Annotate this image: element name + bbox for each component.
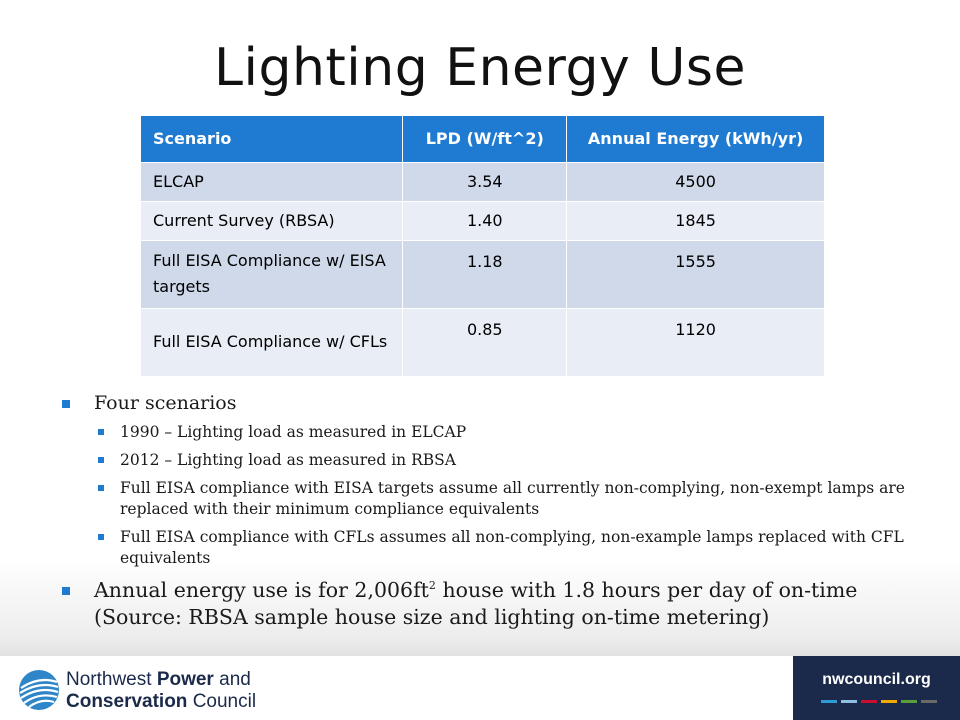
cell-lpd: 1.18 bbox=[403, 240, 567, 308]
square-bullet-icon bbox=[98, 485, 104, 491]
table-row bbox=[141, 240, 825, 308]
table-row bbox=[141, 201, 825, 240]
cell-lpd: 0.85 bbox=[403, 308, 567, 376]
sub-bullet-item bbox=[76, 527, 916, 569]
scenario-table bbox=[141, 116, 825, 376]
logo-text-part: and bbox=[213, 669, 251, 690]
cell-scenario: ELCAP bbox=[141, 162, 403, 201]
bullet-item bbox=[56, 577, 916, 631]
cell-lpd: 3.54 bbox=[403, 162, 567, 201]
color-bar bbox=[881, 700, 897, 703]
website-url[interactable]: nwcouncil.org bbox=[822, 671, 931, 688]
sub-bullet-text: 2012 – Lighting load as measured in RBSA bbox=[120, 451, 456, 469]
color-bar bbox=[861, 700, 877, 703]
url-badge[interactable] bbox=[793, 656, 960, 720]
sub-bullet-text: Full EISA compliance with EISA targets assume all currently non-complying, non-exempt lamps are replaced with their minimum compliance equivalents bbox=[120, 479, 905, 518]
header-scenario: Scenario bbox=[141, 116, 403, 162]
cell-scenario: Current Survey (RBSA) bbox=[141, 201, 403, 240]
square-bullet-icon bbox=[62, 587, 70, 595]
table-row bbox=[141, 308, 825, 376]
cell-scenario: Full EISA Compliance w/ CFLs bbox=[141, 308, 403, 376]
bullet-text: Four scenarios bbox=[94, 392, 237, 414]
color-bar bbox=[841, 700, 857, 703]
bullet-text-pre: Annual energy use is for 2,006ft bbox=[94, 578, 429, 602]
globe-swoosh-icon bbox=[17, 668, 61, 712]
bullet-item bbox=[56, 390, 916, 416]
square-bullet-icon bbox=[98, 457, 104, 463]
color-bar bbox=[901, 700, 917, 703]
sub-bullet-item bbox=[76, 478, 916, 520]
color-bars bbox=[821, 700, 937, 703]
cell-scenario: Full EISA Compliance w/ EISA targets bbox=[141, 240, 403, 308]
logo-line-2 bbox=[66, 692, 256, 711]
sub-bullet-item bbox=[76, 450, 916, 471]
slide-title: Lighting Energy Use bbox=[214, 38, 746, 98]
cell-energy: 1120 bbox=[567, 308, 825, 376]
sub-bullet-text: Full EISA compliance with CFLs assumes all non-complying, non-example lamps replaced with CFL equivalents bbox=[120, 528, 904, 567]
sub-bullet-text: 1990 – Lighting load as measured in ELCAP bbox=[120, 423, 467, 441]
table-row bbox=[141, 162, 825, 201]
color-bar bbox=[821, 700, 837, 703]
color-bar bbox=[921, 700, 937, 703]
cell-lpd: 1.40 bbox=[403, 201, 567, 240]
bullet-text-post: house with 1.8 hours per day of on-time (Source: RBSA sample house size and lighting on-time metering) bbox=[94, 578, 858, 629]
cell-energy: 4500 bbox=[567, 162, 825, 201]
logo-text-part: Council bbox=[187, 691, 257, 712]
square-bullet-icon bbox=[98, 429, 104, 435]
bullet-superscript: 2 bbox=[428, 579, 436, 593]
sub-bullet-item bbox=[76, 422, 916, 443]
logo-text-bold: Power bbox=[156, 669, 214, 690]
table-header-row bbox=[141, 116, 825, 162]
cell-energy: 1555 bbox=[567, 240, 825, 308]
header-lpd: LPD (W/ft^2) bbox=[403, 116, 567, 162]
logo-text-part: Northwest bbox=[66, 669, 157, 690]
square-bullet-icon bbox=[98, 534, 104, 540]
logo-line-1 bbox=[66, 670, 256, 689]
bullet-list bbox=[56, 390, 916, 637]
square-bullet-icon bbox=[62, 400, 70, 408]
council-logo-text bbox=[66, 670, 256, 711]
logo-text-bold: Conservation bbox=[66, 691, 188, 712]
cell-energy: 1845 bbox=[567, 201, 825, 240]
header-annual-energy: Annual Energy (kWh/yr) bbox=[567, 116, 825, 162]
